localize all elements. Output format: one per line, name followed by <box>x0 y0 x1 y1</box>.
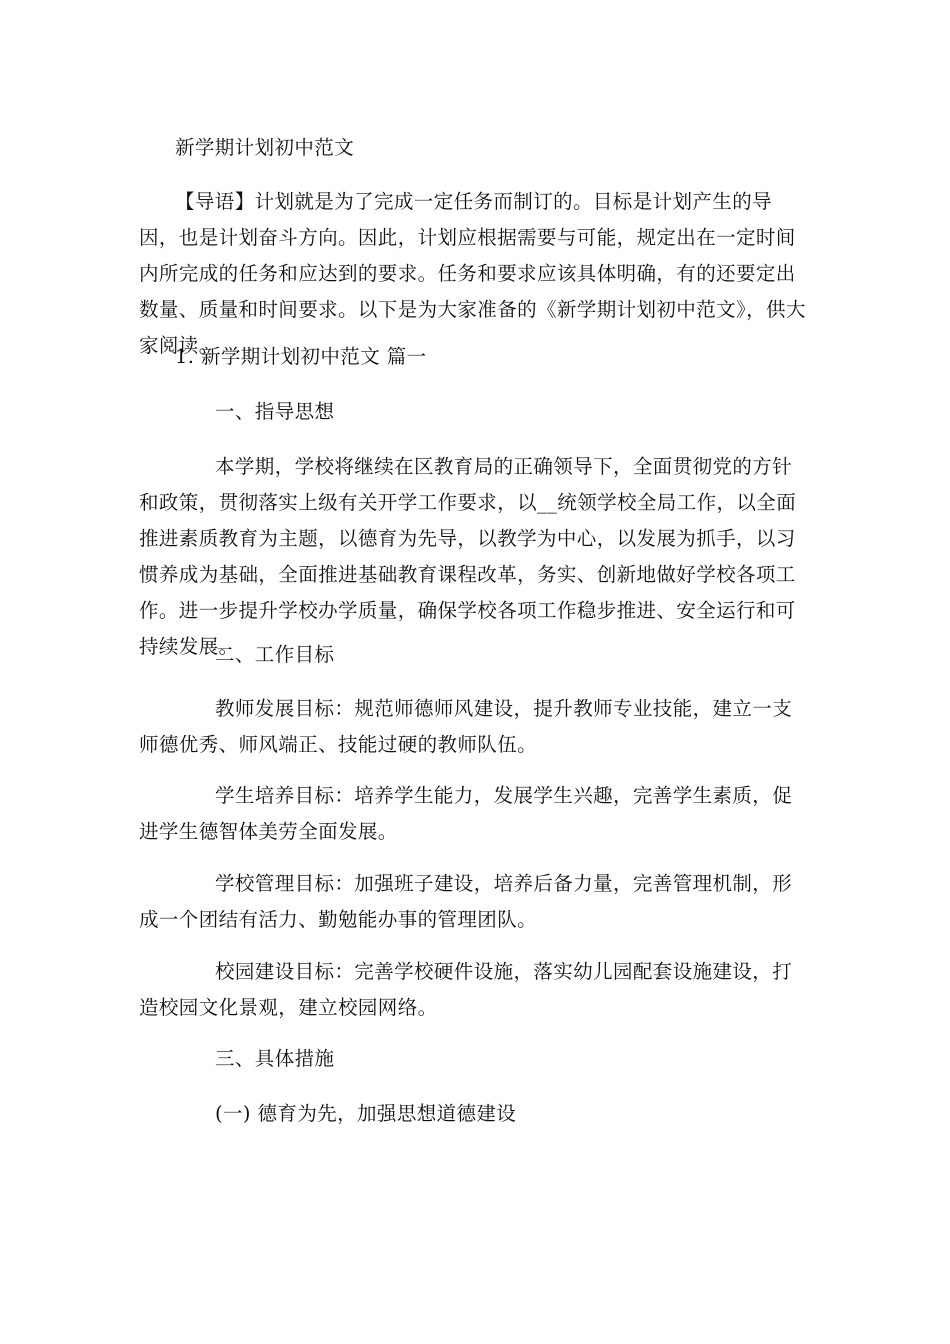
guide-paragraph: 本学期，学校将继续在区教育局的正确领导下，全面贯彻党的方针和政策，贯彻落实上级有关开学工作要求，以__统领学校全局工作，以全面推进素质教育为主题，以德育为先导，以教学为中心，以发展为抓手，以习惯养成为基础，全面推进基础教育课程改革，务实、创新地做好学校各项工作。进一步提升学校办学质量，确保学校各项工作稳步推进、安全运行和可持续发展。 <box>139 455 797 658</box>
teacher-goal-paragraph: 教师发展目标：规范师德师风建设，提升教师专业技能，建立一支师德优秀、师风端正、技能过硬的教师队伍。 <box>139 697 793 756</box>
intro-paragraph: 【导语】计划就是为了完成一定任务而制订的。目标是计划产生的导因，也是计划奋斗方向。因此，计划应根据需要与可能，规定出在一定时间内所完成的任务和应达到的要求。任务和要求应该具体明确，有的还要定出数量、质量和时间要求。以下是为大家准备的《新学期计划初中范文》，供大家阅读。 <box>139 190 806 357</box>
goal-heading: 二、工作目标 <box>215 643 335 666</box>
section-heading: 1. 新学期计划初中范文 篇一 <box>175 345 427 368</box>
document-title: 新学期计划初中范文 <box>175 136 355 159</box>
school-goal-paragraph: 学校管理目标：加强班子建设，培养后备力量，完善管理机制，形成一个团结有活力、勤勉能办事的管理团队。 <box>139 872 793 931</box>
moral-subheading: (一) 德育为先，加强思想道德建设 <box>215 1102 517 1125</box>
student-goal-paragraph: 学生培养目标：培养学生能力，发展学生兴趣，完善学生素质，促进学生德智体美劳全面发展。 <box>139 784 793 843</box>
measure-heading: 三、具体措施 <box>215 1047 335 1070</box>
campus-goal-paragraph: 校园建设目标：完善学校硬件设施，落实幼儿园配套设施建设，打造校园文化景观，建立校园网络。 <box>139 960 793 1019</box>
guide-heading: 一、指导思想 <box>215 400 335 423</box>
